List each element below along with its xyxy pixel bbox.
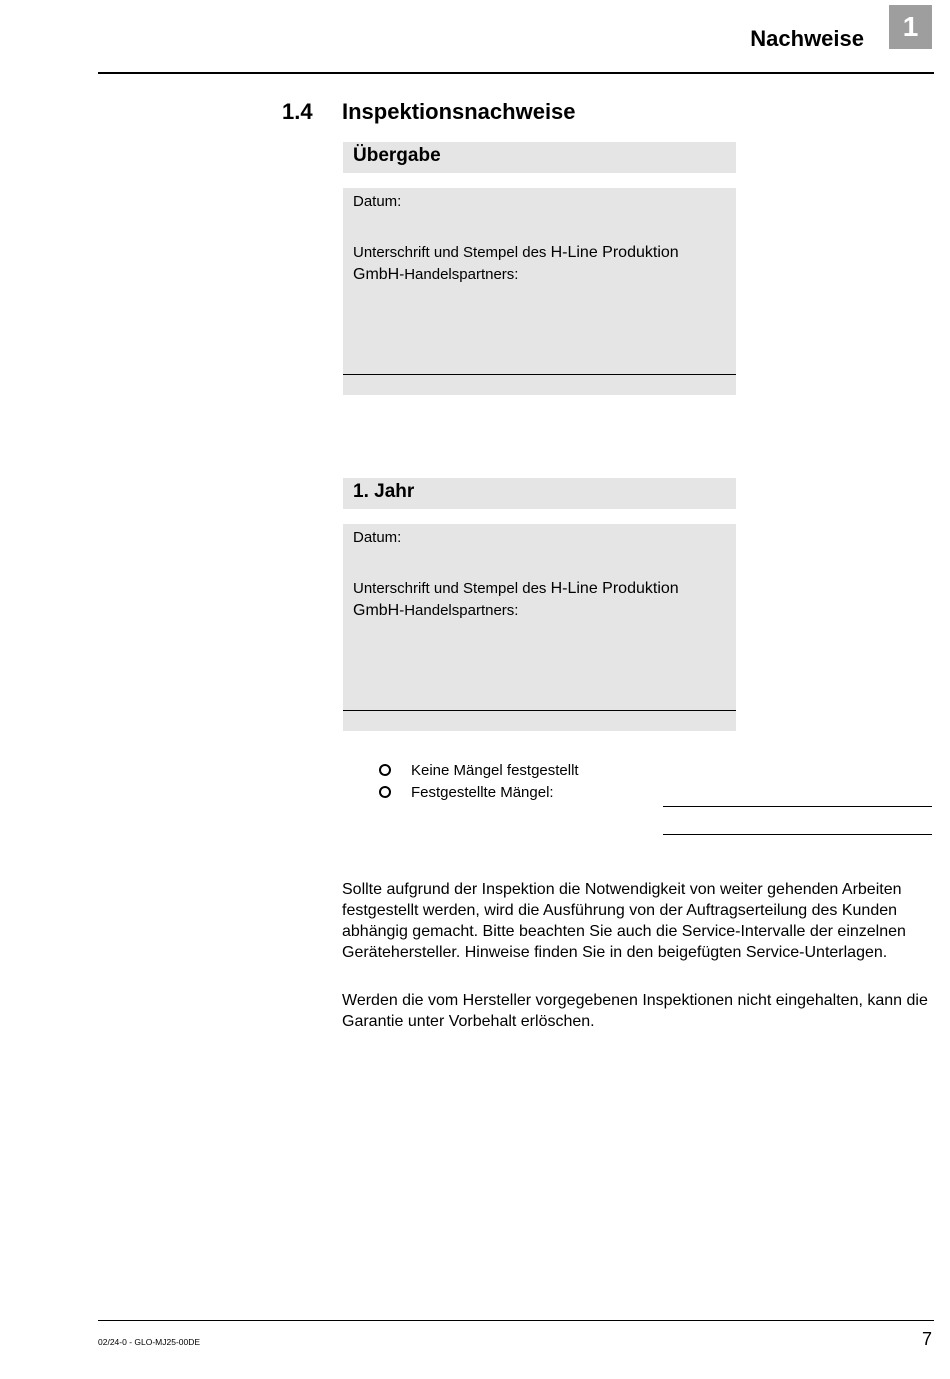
info-paragraph-2: Werden die vom Hersteller vorgegebenen Inspektionen nicht eingehalten, kann die Garantie unter Vorbehalt erlöschen. <box>342 992 928 1030</box>
radio-circle-icon[interactable] <box>379 786 391 798</box>
info-paragraph-1: Sollte aufgrund der Inspektion die Notwendigkeit von weiter gehenden Arbeiten festgestellt werden, wird die Ausführung von der Auftragserteilung des Kunden abhängig gemacht. Bitte beachten Sie auch die Service-Intervalle der einzelnen Gerätehersteller. Hinweise finden Sie in den beigefügten Service-Unterlagen. <box>342 881 906 961</box>
defects-write-line-2[interactable] <box>663 834 932 835</box>
footer-rule <box>98 1320 934 1321</box>
signature-line <box>343 710 736 711</box>
defects-write-line-1[interactable] <box>663 806 932 807</box>
signature-prefix: Unterschrift und Stempel des <box>353 244 551 261</box>
brand-name: H-Line Produktion GmbH <box>353 580 679 619</box>
signature-box-jahr-1 <box>343 524 736 731</box>
section-number: 1.4 <box>282 99 313 124</box>
option-label: Keine Mängel festgestellt <box>411 762 579 779</box>
datum-label: Datum: <box>353 193 402 210</box>
signature-instruction <box>353 242 726 286</box>
chapter-badge: 1 <box>889 5 932 49</box>
signature-box-uebergabe <box>343 188 736 395</box>
block-title-uebergabe: Übergabe <box>343 142 736 173</box>
signature-suffix: -Handelspartners: <box>399 602 519 619</box>
signature-instruction <box>353 578 726 622</box>
option-label: Festgestellte Mängel: <box>411 784 554 801</box>
section-title: Inspektionsnachweise <box>342 99 576 124</box>
signature-prefix: Unterschrift und Stempel des <box>353 580 551 597</box>
footer-doc-code: 02/24-0 - GLO-MJ25-00DE <box>98 1337 201 1347</box>
signature-line <box>343 374 736 375</box>
brand-name: H-Line Produktion GmbH <box>353 244 679 283</box>
radio-circle-icon[interactable] <box>379 764 391 776</box>
datum-label: Datum: <box>353 529 402 546</box>
block-title-jahr-1: 1. Jahr <box>343 478 736 509</box>
header-rule <box>98 72 934 74</box>
page-number: 7 <box>921 1329 932 1349</box>
signature-suffix: -Handelspartners: <box>399 266 519 283</box>
header-title: Nachweise <box>750 26 864 51</box>
